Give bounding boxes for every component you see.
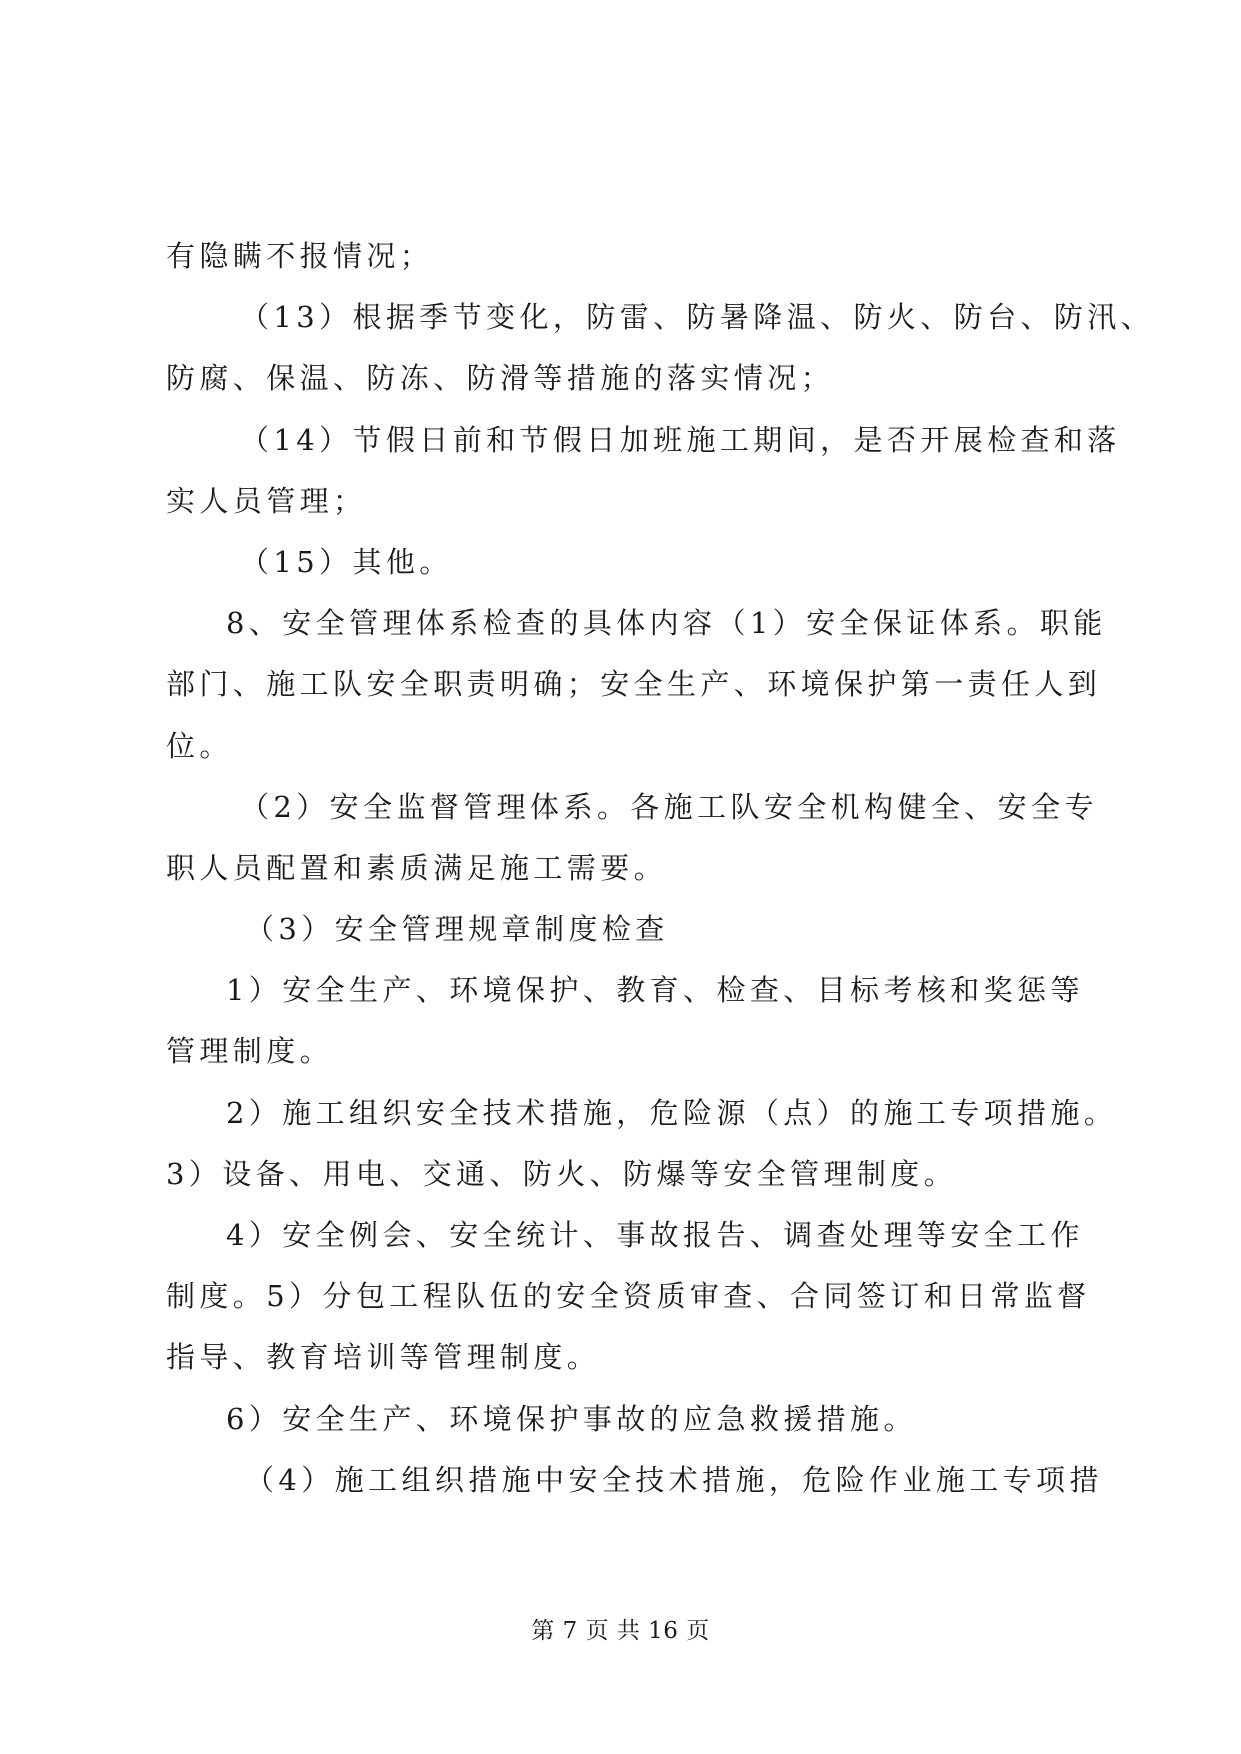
- text-line: 制度。5）分包工程队伍的安全资质审查、合同签订和日常监督: [166, 1279, 1091, 1314]
- text-line: 管理制度。: [166, 1034, 334, 1069]
- text-line: 职人员配置和素质满足施工需要。: [166, 850, 668, 885]
- text-line: 2）施工组织安全技术措施，危险源（点）的施工专项措施。: [226, 1095, 1118, 1130]
- text-line: 防腐、保温、防冻、防滑等措施的落实情况；: [166, 361, 835, 396]
- page-footer: 第 7 页 共 16 页: [531, 1618, 710, 1644]
- text-line: （4）施工组织措施中安全技术措施，危险作业施工专项措: [245, 1462, 1103, 1497]
- text-line: 4）安全例会、安全统计、事故报告、调查处理等安全工作: [226, 1218, 1084, 1252]
- text-line: 1）安全生产、环境保护、教育、检查、目标考核和奖惩等: [226, 973, 1084, 1008]
- text-line: （3）安全管理规章制度检查: [245, 912, 669, 947]
- text-line: 指导、教育培训等管理制度。: [166, 1340, 601, 1375]
- text-line: 有隐瞒不报情况；: [166, 239, 434, 273]
- text-line: 6）安全生产、环境保护事故的应急救援措施。: [226, 1401, 917, 1436]
- text-line: 3）设备、用电、交通、防火、防爆等安全管理制度。: [166, 1156, 958, 1191]
- text-line: 位。: [166, 728, 233, 763]
- text-line: 实人员管理；: [166, 483, 367, 518]
- text-line: （15）其他。: [240, 544, 453, 579]
- text-line: （13）根据季节变化，防雷、防暑降温、防火、防台、防汛、: [240, 300, 1155, 335]
- text-line: 部门、施工队安全职责明确；安全生产、环境保护第一责任人到: [166, 667, 1102, 702]
- text-line: 8、安全管理体系检查的具体内容（1）安全保证体系。职能: [226, 606, 1107, 641]
- text-line: （14）节假日前和节假日加班施工期间，是否开展检查和落: [240, 422, 1121, 457]
- text-line: （2）安全监督管理体系。各施工队安全机构健全、安全专: [240, 789, 1098, 824]
- body-text: [166, 226, 1155, 1511]
